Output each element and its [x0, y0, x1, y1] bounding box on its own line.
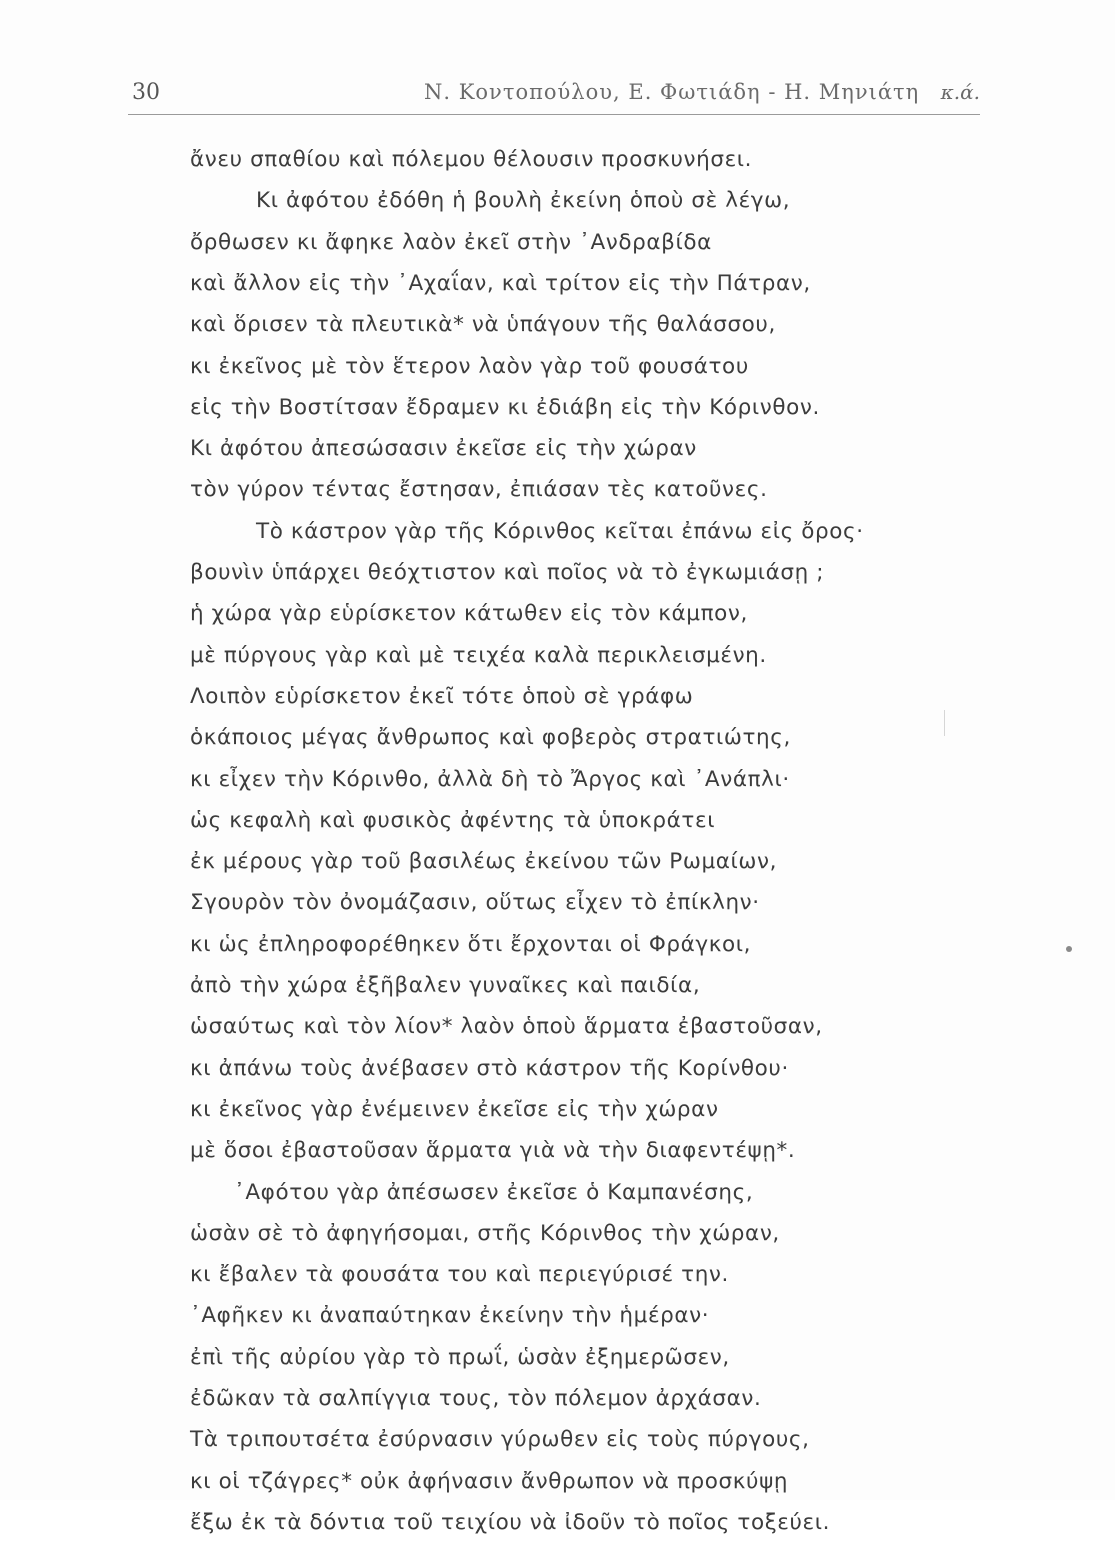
- header-divider: [128, 114, 980, 115]
- verse-line: κι οἱ τζάγρες* οὐκ ἀφήνασιν ἄνθρωπον νὰ προσκύψῃ: [190, 1468, 789, 1494]
- verse-line: καὶ ἄλλον εἰς τὴν ᾿Αχαΐαν, καὶ τρίτον εἰς τὴν Πάτραν,: [190, 270, 811, 296]
- verse-line: Τὰ τριπουτσέτα ἐσύρνασιν γύρωθεν εἰς τοὺς πύργους,: [190, 1427, 810, 1453]
- verse-line: τὸν γύρον τέντας ἔστησαν, ἐπιάσαν τὲς κατοῦνες.: [190, 477, 768, 503]
- verse-line: ὄρθωσεν κι ἄφηκε λαὸν ἐκεῖ στὴν ᾿Ανδραβίδα: [190, 229, 712, 255]
- verse-line: Τὸ κάστρον γὰρ τῆς Κόρινθος κεῖται ἐπάνω εἰς ὄρος·: [256, 518, 864, 544]
- margin-scan-mark: [944, 710, 945, 736]
- verse-line: κι εἶχεν τὴν Κόρινθο, ἀλλὰ δὴ τὸ Ἄργος καὶ ᾿Ανάπλι·: [190, 766, 790, 792]
- verse-line: ᾿Αφότου γὰρ ἀπέσωσεν ἐκεῖσε ὁ Καμπανέσης,: [234, 1179, 754, 1205]
- verse-line: ἐπὶ τῆς αὐρίου γὰρ τὸ πρωΐ, ὡσὰν ἐξημερῶσεν,: [190, 1344, 730, 1370]
- verse-line: ᾿Αφῆκεν κι ἀναπαύτηκαν ἐκείνην τὴν ἡμέραν·: [190, 1303, 710, 1329]
- verse-line: κι ἐκεῖνος γὰρ ἐνέμεινεν ἐκεῖσε εἰς τὴν χώραν: [190, 1096, 719, 1122]
- verse-line: μὲ ὅσοι ἐβαστοῦσαν ἅρματα γιὰ νὰ τὴν διαφεντέψῃ*.: [190, 1138, 796, 1164]
- verse-line: Κι ἀφότου ἐδόθη ἡ βουλὴ ἐκείνη ὁποὺ σὲ λέγω,: [256, 188, 791, 214]
- verse-line: Λοιπὸν εὑρίσκετον ἐκεῖ τότε ὁποὺ σὲ γράφω: [190, 683, 694, 709]
- verse-line: μὲ πύργους γὰρ καὶ μὲ τειχέα καλὰ περικλεισμένη.: [190, 642, 767, 668]
- verse-line: κι ὡς ἐπληροφορέθηκεν ὅτι ἔρχονται οἱ Φράγκοι,: [190, 931, 752, 957]
- running-head-abbreviation: κ.ά.: [940, 80, 980, 104]
- page-header: [128, 72, 980, 112]
- verse-line: ἀπὸ τὴν χώρα ἐξῆβαλεν γυναῖκες καὶ παιδία,: [190, 973, 701, 998]
- verse-line: κι ἐκεῖνος μὲ τὸν ἕτερον λαὸν γὰρ τοῦ φουσάτου: [190, 353, 749, 379]
- margin-dot-mark: [1066, 946, 1072, 952]
- page-number: 30: [132, 80, 160, 105]
- verse-line: ὡσὰν σὲ τὸ ἀφηγήσομαι, στῆς Κόρινθος τὴν χώραν,: [190, 1220, 780, 1246]
- verse-line: ὡσαύτως καὶ τὸν λίον* λαὸν ὁποὺ ἅρματα ἐβαστοῦσαν,: [190, 1014, 823, 1040]
- verse-line: ὡς κεφαλὴ καὶ φυσικὸς ἀφέντης τὰ ὑποκράτει: [190, 807, 716, 833]
- verse-line: ἐκ μέρους γὰρ τοῦ βασιλέως ἐκείνου τῶν Ρωμαίων,: [190, 849, 778, 875]
- verse-line: ἄνευ σπαθίου καὶ πόλεμου θέλουσιν προσκυνήσει.: [190, 147, 753, 172]
- verse-line: βουνὶν ὑπάρχει θεόχτιστον καὶ ποῖος νὰ τὸ ἐγκωμιάσῃ ;: [190, 560, 825, 585]
- verse-line: ἡ χώρα γὰρ εὑρίσκετον κάτωθεν εἰς τὸν κάμπον,: [190, 601, 748, 627]
- verse-line: Σγουρὸν τὸν ὀνομάζασιν, οὕτως εἶχεν τὸ ἐπίκλην·: [190, 890, 760, 916]
- running-head-authors: Ν. Κοντοπούλου, Ε. Φωτιάδη - Η. Μηνιάτη: [424, 80, 920, 104]
- verse-line: κι ἀπάνω τοὺς ἀνέβασεν στὸ κάστρον τῆς Κορίνθου·: [190, 1055, 789, 1081]
- verse-line: ὁκάποιος μέγας ἄνθρωπος καὶ φοβερὸς στρατιώτης,: [190, 725, 791, 751]
- verse-line: εἰς τὴν Βοστίτσαν ἔδραμεν κι ἐδιάβη εἰς τὴν Κόρινθον.: [190, 394, 820, 420]
- verse-line: ἐδῶκαν τὰ σαλπίγγια τους, τὸν πόλεμον ἀρχάσαν.: [190, 1386, 762, 1411]
- verse-line: κι ἔβαλεν τὰ φουσάτα του καὶ περιεγύρισέ την.: [190, 1262, 729, 1288]
- verse-line: καὶ ὅρισεν τὰ πλευτικὰ* νὰ ὑπάγουν τῆς θαλάσσου,: [190, 312, 776, 338]
- verse-line: ἔξω ἐκ τὰ δόντια τοῦ τειχίου νὰ ἰδοῦν τὸ ποῖος τοξεύει.: [190, 1509, 831, 1535]
- verse-line: Κι ἀφότου ἀπεσώσασιν ἐκεῖσε εἰς τὴν χώραν: [190, 436, 697, 462]
